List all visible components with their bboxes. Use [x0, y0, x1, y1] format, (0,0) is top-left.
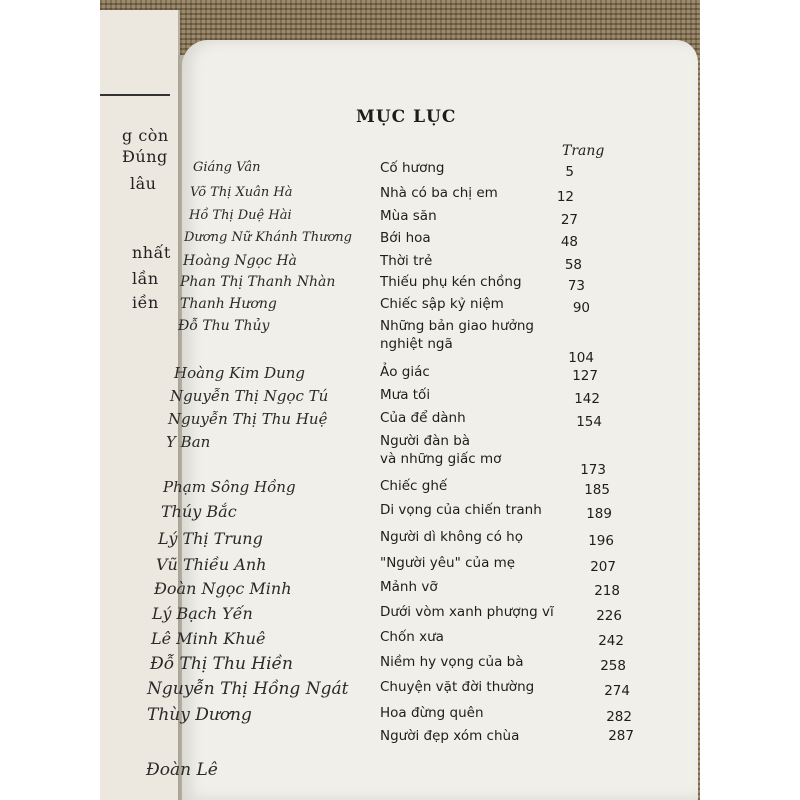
- toc-page-number: 12: [556, 189, 574, 205]
- toc-story-title: [380, 654, 523, 670]
- page-column-header: Trang: [562, 143, 605, 159]
- toc-story-line: Dưới vòm xanh phượng vĩ: [380, 604, 554, 620]
- toc-story-title: [380, 230, 431, 246]
- toc-author: Đoàn Lê: [146, 760, 218, 780]
- toc-story-line: và những giấc mơ: [380, 451, 502, 467]
- toc-page-number: 48: [560, 234, 578, 250]
- toc-story-line: Người dì không có họ: [380, 529, 523, 545]
- toc-author: Đoàn Ngọc Minh: [154, 579, 292, 598]
- toc-story-title: [380, 529, 523, 545]
- toc-story-line: Bới hoa: [380, 230, 431, 246]
- left-page-fragment: lần: [132, 269, 159, 288]
- toc-page-number: 196: [588, 533, 614, 549]
- toc-story-line: Chiếc ghế: [380, 478, 448, 494]
- toc-story-title: [380, 318, 534, 352]
- toc-story-title: [380, 629, 444, 645]
- toc-page-number: 73: [567, 278, 585, 294]
- toc-page-number: 154: [576, 414, 602, 430]
- toc-page-number: 27: [560, 212, 578, 228]
- toc-story-line: Thiếu phụ kén chồng: [380, 274, 522, 290]
- toc-story-line: Cố hương: [380, 160, 445, 176]
- toc-author: Nguyễn Thị Hồng Ngát: [147, 679, 349, 699]
- toc-author: Dương Nữ Khánh Thương: [184, 230, 352, 245]
- toc-author: Hoàng Kim Dung: [174, 364, 306, 382]
- toc-story-title: [380, 705, 484, 721]
- toc-story-line: Người đẹp xóm chùa: [380, 728, 520, 744]
- toc-story-title: [380, 296, 504, 312]
- toc-story-title: [380, 160, 444, 176]
- left-page-fragment: g còn: [122, 126, 169, 145]
- toc-author: Hồ Thị Duệ Hài: [189, 208, 292, 223]
- toc-story-title: [380, 478, 447, 494]
- toc-page-number: 207: [590, 559, 616, 575]
- left-page-fragment: lâu: [130, 174, 157, 193]
- toc-author: Nguyễn Thị Thu Huệ: [168, 410, 328, 428]
- toc-story-line: Nhà có ba chị em: [380, 185, 498, 201]
- toc-page-number: 258: [600, 658, 626, 674]
- toc-author: Phan Thị Thanh Nhàn: [180, 274, 336, 290]
- toc-page-number: 90: [572, 300, 590, 316]
- toc-story-line: nghiệt ngã: [380, 336, 453, 352]
- toc-page-number: 242: [598, 633, 624, 649]
- toc-story-title: [380, 364, 430, 380]
- toc-author: Lý Thị Trung: [158, 529, 263, 548]
- toc-author: Thùy Dương: [147, 705, 252, 725]
- toc-author: Nguyễn Thị Ngọc Tú: [170, 387, 329, 405]
- toc-story-line: Những bản giao hưởng: [380, 318, 534, 334]
- left-page-fragment: Đúng: [122, 147, 168, 166]
- toc-page-number: 274: [604, 683, 630, 699]
- toc-story-line: Mảnh vỡ: [380, 579, 438, 595]
- toc-author: Lý Bạch Yến: [152, 604, 253, 623]
- toc-author: Võ Thị Xuân Hà: [190, 185, 293, 200]
- toc-story-line: Di vọng của chiến tranh: [380, 502, 542, 518]
- toc-page-number: 127: [572, 368, 598, 384]
- toc-title: MỤC LỤC: [356, 107, 457, 127]
- toc-story-title: [380, 502, 542, 518]
- toc-author: Phạm Sông Hồng: [163, 478, 296, 496]
- left-page-fragment: nhất: [132, 243, 171, 262]
- toc-story-title: [380, 679, 534, 695]
- toc-story-line: Người đàn bà: [380, 433, 471, 449]
- toc-story-title: [380, 185, 498, 201]
- toc-page-number: 218: [594, 583, 620, 599]
- toc-story-line: Thời trẻ: [380, 253, 433, 269]
- toc-author: Giáng Vân: [193, 160, 261, 175]
- toc-story-title: [380, 208, 437, 224]
- toc-author: Y Ban: [166, 433, 211, 451]
- toc-story-line: Chốn xưa: [380, 629, 444, 645]
- toc-story-line: "Người yêu" của mẹ: [380, 555, 516, 571]
- toc-author: Lê Minh Khuê: [151, 629, 266, 648]
- toc-author: Vũ Thiều Anh: [156, 555, 267, 574]
- toc-story-title: [380, 555, 515, 571]
- toc-author: Hoàng Ngọc Hà: [183, 253, 297, 269]
- toc-story-title: [380, 253, 432, 269]
- toc-story-title: [380, 579, 438, 595]
- toc-page-number: 282: [606, 709, 632, 725]
- toc-page-number: 5: [565, 164, 574, 180]
- left-page-rule: [100, 94, 170, 96]
- toc-author: Thanh Hương: [180, 296, 277, 312]
- toc-author: Đỗ Thu Thủy: [178, 318, 270, 334]
- toc-story-line: Chiếc sập kỷ niệm: [380, 296, 504, 312]
- toc-story-line: Của để dành: [380, 410, 466, 426]
- toc-page-number: 58: [564, 257, 582, 273]
- toc-page-number: 287: [608, 728, 634, 744]
- toc-story-line: Hoa đừng quên: [380, 705, 484, 721]
- toc-author: Đỗ Thị Thu Hiền: [150, 654, 293, 674]
- toc-story-title: [380, 604, 554, 620]
- toc-story-title: [380, 387, 430, 403]
- toc-page-number: 173: [580, 462, 606, 478]
- toc-page-number: 226: [596, 608, 622, 624]
- toc-story-title: [380, 410, 466, 426]
- toc-page-number: 104: [568, 350, 594, 366]
- toc-story-line: Niềm hy vọng của bà: [380, 654, 524, 670]
- toc-story-line: Mưa tối: [380, 387, 431, 403]
- left-page-fragment: iền: [132, 293, 159, 312]
- toc-story-title: [380, 274, 522, 290]
- toc-story-line: Ảo giác: [380, 364, 430, 380]
- toc-story-title: [380, 433, 501, 467]
- toc-page-number: 185: [584, 482, 610, 498]
- toc-author: Thúy Bắc: [161, 502, 237, 521]
- toc-page-number: 189: [586, 506, 612, 522]
- toc-story-line: Chuyện vặt đời thường: [380, 679, 535, 695]
- toc-story-title: [380, 728, 519, 744]
- toc-story-line: Mùa săn: [380, 208, 437, 224]
- toc-page-number: 142: [574, 391, 600, 407]
